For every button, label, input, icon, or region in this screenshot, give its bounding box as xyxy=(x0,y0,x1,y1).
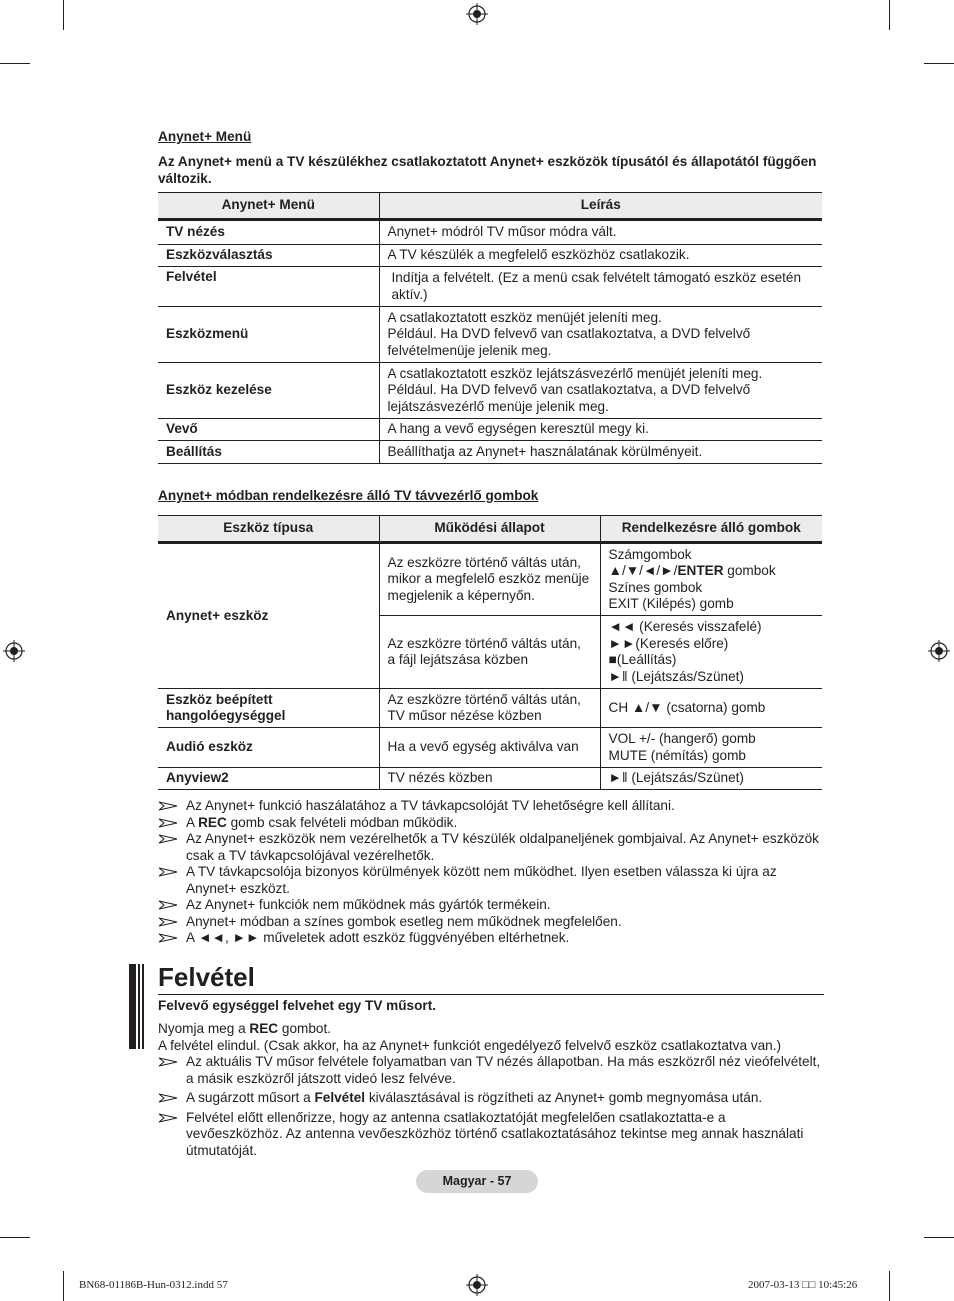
note-item xyxy=(158,815,822,832)
note-arrow-icon xyxy=(158,1093,178,1103)
gombok-text: gombok xyxy=(723,563,776,578)
footer-date: 2007-03-13 □□ 10:45:26 xyxy=(748,1279,858,1291)
footer-file: BN68-01186B-Hun-0312.indd 57 xyxy=(79,1279,228,1291)
note-item xyxy=(158,930,822,947)
buttons-line: ►►(Keresés előre) xyxy=(608,635,729,651)
buttons-line: EXIT (Kilépés) gomb xyxy=(608,596,734,611)
table-cell-state: Az eszközre történő váltás után, a fájl lejátszása közben xyxy=(379,616,600,689)
table-header: Anynet+ Menü xyxy=(158,193,379,220)
table-cell-state: TV nézés közben xyxy=(379,768,600,790)
note-text: Az Anynet+ funkciók nem működnek más gyártók termékein. xyxy=(186,897,551,912)
note-item xyxy=(158,1054,822,1087)
crop-mark xyxy=(889,0,890,30)
note-item xyxy=(158,1110,822,1160)
note-text: A sugárzott műsort a xyxy=(186,1090,315,1105)
note-item xyxy=(158,864,822,897)
note-arrow-icon xyxy=(158,867,178,877)
note-text: A TV távkapcsolója bizonyos körülmények között nem működhet. Ilyen esetben válassza ki újra az Anynet+ eszközt. xyxy=(186,864,777,896)
buttons-line xyxy=(609,563,815,580)
section-subheading: Felvevő egységgel felvehet egy TV műsort. xyxy=(158,998,437,1013)
note-text: gomb csak felvételi módban működik. xyxy=(226,814,458,830)
note-arrow-icon xyxy=(158,1057,178,1067)
table-header: Működési állapot xyxy=(379,516,600,543)
note-arrow-icon xyxy=(158,818,178,828)
crop-mark xyxy=(889,1271,890,1301)
crop-mark xyxy=(63,1271,64,1301)
note-text: A xyxy=(186,814,199,830)
arrow-buttons-text: ▲/▼/◄/►/ xyxy=(608,563,678,578)
section-title-anynet-menu: Anynet+ Menü xyxy=(158,129,252,144)
table-cell-menu: Beállítás xyxy=(158,441,379,464)
note-text: Az Anynet+ funkció haszálatához a TV távkapcsolóját TV lehetőségre kell állítani. xyxy=(186,798,675,813)
buttons-line: Színes gombok xyxy=(608,579,703,595)
felvetel-body xyxy=(158,1021,822,1159)
remote-buttons-table xyxy=(158,515,822,790)
table-header: Leírás xyxy=(379,193,822,220)
note-arrow-icon xyxy=(158,801,178,811)
table-cell-desc: Indítja a felvételt. (Ez a menü csak felvételt támogató eszköz esetén aktív.) xyxy=(379,267,822,307)
table-cell-state: Az eszközre történő váltás után, TV műsor nézése közben xyxy=(379,689,600,728)
crop-mark xyxy=(0,63,30,64)
note-text: Anynet+ módban a színes gombok esetleg nem működnek megfelelően. xyxy=(186,913,622,929)
felvetel-label: Felvétel xyxy=(314,1090,366,1105)
registration-mark-icon xyxy=(466,1274,488,1296)
note-arrow-icon xyxy=(158,834,178,844)
table-cell-buttons xyxy=(600,543,822,616)
rec-label: REC xyxy=(198,814,227,830)
buttons-line: ■(Leállítás) xyxy=(608,652,677,667)
note-arrow-icon xyxy=(158,1113,178,1123)
note-item xyxy=(158,914,822,931)
paragraph xyxy=(158,1021,822,1038)
table-cell-desc: Beállíthatja az Anynet+ használatának körülményeit. xyxy=(379,441,822,464)
registration-mark-icon xyxy=(928,640,950,662)
table-cell-desc: A csatlakoztatott eszköz lejátszásvezérlő menüjét jeleníti meg. Például. Ha DVD felvevő van csatlakoztatva, a DVD felvelvő lejátszásvezérlő menüje jelenik meg. xyxy=(379,363,822,419)
note-item xyxy=(158,897,822,914)
table-cell-menu: Eszköz kezelése xyxy=(158,363,379,419)
table-cell-buttons: CH ▲/▼ (csatorna) gomb xyxy=(600,689,822,728)
table-cell-desc: A TV készülék a megfelelő eszközhöz csatlakozik. xyxy=(379,245,822,267)
enter-label: ENTER xyxy=(677,563,724,578)
table-cell-menu: Eszközmenü xyxy=(158,307,379,363)
table-cell-state: Ha a vevő egység aktiválva van xyxy=(379,728,600,768)
paragraph-text: gombot. xyxy=(278,1021,332,1036)
note-item xyxy=(158,798,822,815)
note-arrow-icon xyxy=(158,917,178,927)
buttons-line: VOL +/- (hangerő) gomb xyxy=(608,731,756,746)
table-header: Rendelkezésre álló gombok xyxy=(600,516,822,543)
crop-mark xyxy=(0,1237,30,1238)
anynet-menu-table xyxy=(158,192,822,464)
table-cell-device: Audió eszköz xyxy=(158,728,379,768)
paragraph: A felvétel elindul. (Csak akkor, ha az Anynet+ funkciót engedélyező felvelvő eszköz csatlakoztatva van.) xyxy=(158,1037,782,1053)
rec-label: REC xyxy=(249,1021,279,1036)
table-cell-menu: Vevő xyxy=(158,419,379,441)
buttons-line: Számgombok xyxy=(608,546,692,562)
table-cell-menu: TV nézés xyxy=(158,220,379,245)
table-cell-menu: Felvétel xyxy=(158,267,379,307)
table-cell-device: Eszköz beépített hangolóegységgel xyxy=(158,689,379,728)
table-cell-desc: A csatlakoztatott eszköz menüjét jeleníti meg. Például. Ha DVD felvevő van csatlakoztatva, a DVD felvelvő felvételmenüje jelenik meg. xyxy=(379,307,822,363)
registration-mark-icon xyxy=(466,3,488,25)
section-bar xyxy=(129,964,145,1049)
table-cell-device: Anynet+ eszköz xyxy=(158,543,379,689)
page-number-badge: Magyar - 57 xyxy=(416,1170,538,1193)
registration-mark-icon xyxy=(3,640,25,662)
table-cell-buttons xyxy=(600,728,822,768)
table-cell-desc: A hang a vevő egységen keresztül megy ki. xyxy=(379,419,822,441)
crop-mark xyxy=(924,63,954,64)
table-cell-menu: Eszközválasztás xyxy=(158,245,379,267)
note-text: kiválasztásával is rögzítheti az Anynet+ gomb megnyomása után. xyxy=(365,1090,763,1105)
note-text: Az aktuális TV műsor felvétele folyamatban van TV nézés állapotban. Ha más eszközről néz vieófelvételt, a másik eszközről játszott videó lesz felvéve. xyxy=(186,1054,821,1086)
section-title-remote-buttons: Anynet+ módban rendelkezésre álló TV távvezérlő gombok xyxy=(158,488,539,503)
table-cell-desc: Anynet+ módról TV műsor módra vált. xyxy=(379,220,822,245)
table-cell-buttons xyxy=(600,616,822,689)
notes-list xyxy=(158,798,822,947)
note-item xyxy=(158,831,822,864)
paragraph-text: Nyomja meg a xyxy=(158,1021,250,1036)
table-cell-buttons: ►‖ (Lejátszás/Szünet) xyxy=(600,768,822,790)
note-arrow-icon xyxy=(158,933,178,943)
note-text: Az Anynet+ eszközök nem vezérelhetők a TV készülék oldalpaneljének gombjaival. Az Anynet+ eszközök csak a TV távkapcsolójával vezérelhetők. xyxy=(186,831,819,863)
note-text: Felvétel előtt ellenőrizze, hogy az antenna csatlakoztatóját megfelelően csatlakoztatta-e a vevőeszközhöz. Az antenna vevőeszközhöz történő csatlakoztatásához tekintse meg annak használati útmutatóját. xyxy=(186,1109,804,1158)
buttons-line: ◄◄ (Keresés visszafelé) xyxy=(608,619,762,634)
table-cell-state: Az eszközre történő váltás után, mikor a megfelelő eszköz menüje megjelenik a képernyőn. xyxy=(379,543,600,616)
note-text: A ◄◄, ►► műveletek adott eszköz függvényében eltérhetnek. xyxy=(186,930,570,945)
heading-rule xyxy=(158,994,824,995)
note-arrow-icon xyxy=(158,900,178,910)
intro-text: Az Anynet+ menü a TV készülékhez csatlakoztatott Anynet+ eszközök típusától és állapotától függően változik. xyxy=(158,154,817,186)
crop-mark xyxy=(924,1237,954,1238)
crop-mark xyxy=(63,0,64,30)
note-item xyxy=(158,1090,822,1107)
buttons-line: ►‖ (Lejátszás/Szünet) xyxy=(608,668,744,684)
buttons-line: MUTE (némítás) gomb xyxy=(608,747,746,763)
table-header: Eszköz típusa xyxy=(158,516,379,543)
section-heading: Felvétel xyxy=(158,962,255,992)
table-cell-device: Anyview2 xyxy=(158,768,379,790)
